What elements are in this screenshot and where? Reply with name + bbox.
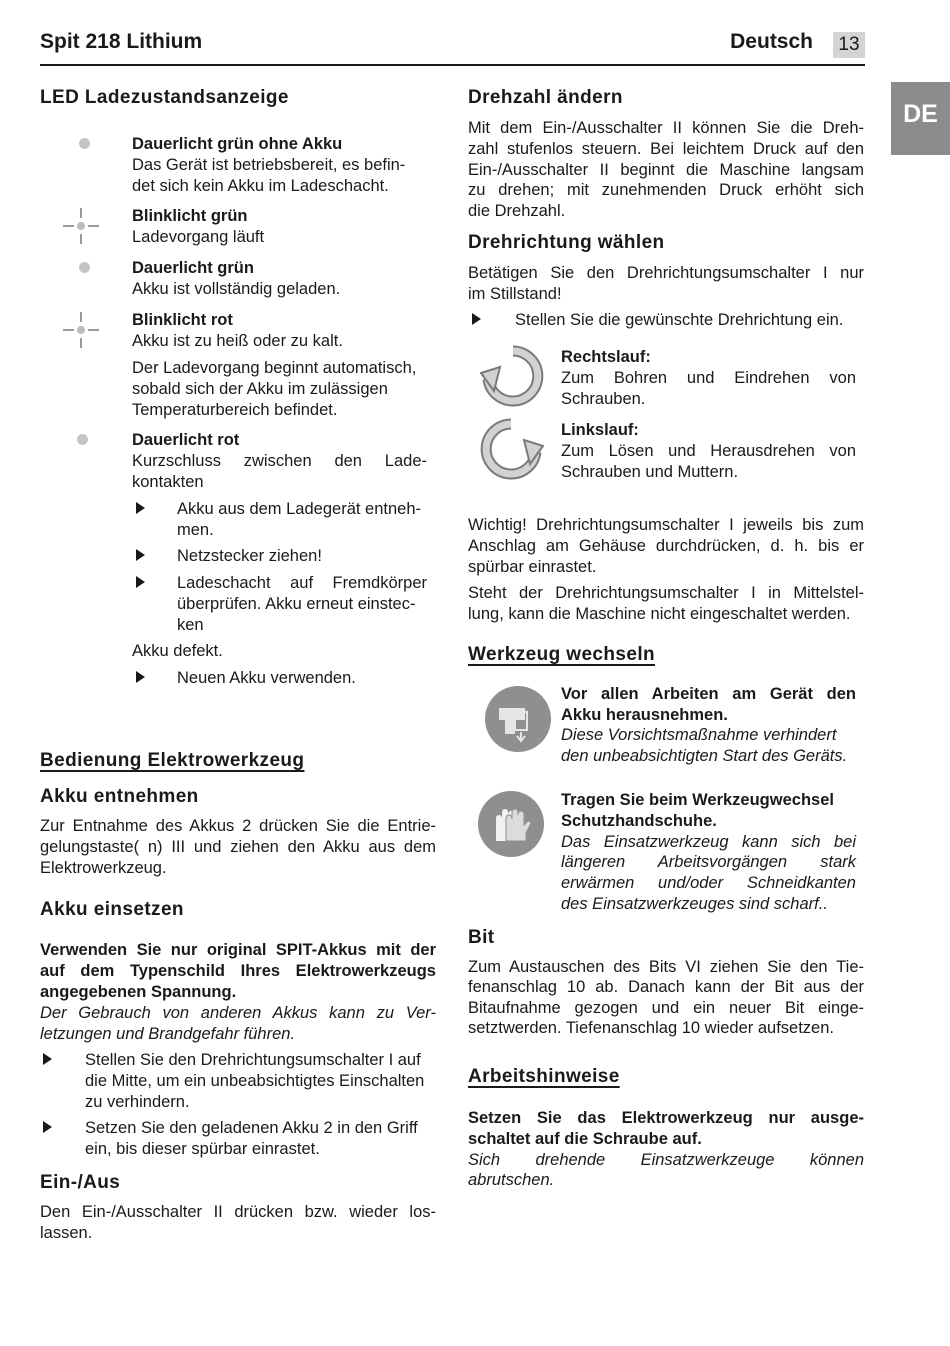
language-tab: DE	[891, 82, 950, 155]
mittelstellung-text: lung, kann die Maschine nicht eingeschaltet werden.	[468, 605, 851, 623]
handschuhe-note: längeren Arbeitsvorgängen stark	[561, 853, 856, 871]
bullet-arrow-icon	[43, 1053, 52, 1065]
led1-text: det sich kein Akku im Ladeschacht.	[132, 177, 389, 195]
led-blink-icon	[63, 312, 99, 348]
led5-step: Netzstecker ziehen!	[177, 547, 322, 565]
akku-einsetzen-heading: Akku einsetzen	[40, 899, 184, 920]
wichtig-text: Anschlag am Gehäuse durchdrücken, d. h. bis er	[468, 537, 864, 555]
akku-einsetzen-note: Der Gebrauch von anderen Akkus kann zu Ver-	[40, 1004, 436, 1022]
bit-text: setztwerden. Tiefenanschlag 10 wieder aufsetzen.	[468, 1019, 834, 1037]
led5-title: Dauerlicht rot	[132, 431, 240, 449]
led4-text: Der Ladevorgang beginnt automatisch,	[132, 359, 417, 377]
led4-text: Temperaturbereich befindet.	[132, 401, 338, 419]
akku-entnehmen-text: gelungstaste( n) III und ziehen den Akku aus dem	[40, 838, 436, 856]
linkslauf-title: Linkslauf:	[561, 421, 639, 439]
counterclockwise-rotation-icon	[478, 418, 544, 480]
linkslauf-text: Schrauben und Muttern.	[561, 463, 739, 481]
language-label: Deutsch	[730, 30, 813, 53]
led-heading: LED Ladezustandsanzeige	[40, 87, 289, 108]
bedienung-heading: Bedienung Elektrowerkzeug	[40, 750, 305, 771]
mittelstellung-text: Steht der Drehrichtungsumschalter I in Mittelstel-	[468, 584, 864, 602]
page-header	[40, 30, 865, 66]
led1-text: Das Gerät ist betriebsbereit, es befin-	[132, 156, 406, 174]
akku-entnehmen-heading: Akku entnehmen	[40, 786, 199, 807]
wichtig-text: spürbar einrastet.	[468, 558, 597, 576]
led-blink-icon	[63, 208, 99, 244]
document-title: Spit 218 Lithium	[40, 30, 203, 53]
led5-text: Kurzschluss zwischen den Lade-	[132, 452, 427, 470]
drehzahl-text: zu drehen; mit zunehmenden Druck erhöht sich	[468, 181, 864, 199]
bit-heading: Bit	[468, 927, 495, 948]
remove-battery-icon	[485, 686, 551, 752]
led3-text: Akku ist vollständig geladen.	[132, 280, 341, 298]
drehzahl-text: die Drehzahl.	[468, 202, 566, 220]
page-number: 13	[833, 32, 865, 58]
led3-title: Dauerlicht grün	[132, 259, 254, 277]
handschuhe-warning: Schutzhandschuhe.	[561, 812, 717, 830]
akku-einsetzen-step: ein, bis dieser spürbar einrastet.	[85, 1140, 320, 1158]
ein-aus-text: lassen.	[40, 1224, 93, 1242]
arbeitshinweise-note: Sich drehende Einsatzwerkzeuge können	[468, 1151, 864, 1169]
arbeitshinweise-note: abrutschen.	[468, 1171, 555, 1189]
handschuhe-warning: Tragen Sie beim Werkzeugwechsel	[561, 791, 834, 809]
akku-einsetzen-step: zu verhindern.	[85, 1093, 190, 1111]
led5-step: Ladeschacht auf Fremdkörper	[177, 574, 427, 592]
rechtslauf-text: Schrauben.	[561, 390, 646, 408]
led-steady-icon	[77, 434, 88, 445]
drehrichtung-text: im Stillstand!	[468, 285, 562, 303]
clockwise-rotation-icon	[480, 345, 546, 407]
led1-title: Dauerlicht grün ohne Akku	[132, 135, 343, 153]
akku-einsetzen-step: Stellen Sie den Drehrichtungsumschalter I auf	[85, 1051, 421, 1069]
wichtig-text: Wichtig! Drehrichtungsumschalter I jeweils bis zum	[468, 516, 864, 534]
bullet-arrow-icon	[136, 549, 145, 561]
led5-step: überprüfen. Akku erneut einstec-	[177, 595, 416, 613]
rechtslauf-text: Zum Bohren und Eindrehen von	[561, 369, 856, 387]
drehzahl-text: Ein-/Ausschalter II beginnt die Maschine langsam	[468, 161, 864, 179]
led2-text: Ladevorgang läuft	[132, 228, 265, 246]
linkslauf-text: Zum Lösen und Herausdrehen von	[561, 442, 856, 460]
handschuhe-note: des Einsatzwerkzeuges sind scharf..	[561, 895, 828, 913]
led-steady-icon	[79, 262, 90, 273]
handschuhe-note: Das Einsatzwerkzeug kann sich bei	[561, 833, 856, 851]
arbeitshinweise-warning: Setzen Sie das Elektrowerkzeug nur ausge-	[468, 1109, 864, 1127]
led5-step: men.	[177, 521, 214, 539]
akku-einsetzen-note: letzungen und Brandgefahr führen.	[40, 1025, 296, 1043]
bullet-arrow-icon	[136, 671, 145, 683]
led5-step: Akku aus dem Ladegerät entneh-	[177, 500, 421, 518]
drehrichtung-text: Betätigen Sie den Drehrichtungsumschalter I nur	[468, 264, 864, 282]
led5-step: Neuen Akku verwenden.	[177, 669, 356, 687]
arbeitshinweise-heading: Arbeitshinweise	[468, 1066, 620, 1087]
bullet-arrow-icon	[136, 576, 145, 588]
akku-entnehmen-text: Zur Entnahme des Akkus 2 drücken Sie die Entrie-	[40, 817, 436, 835]
bit-text: Bitaufnahme gezogen und ein neuer Bit einge-	[468, 999, 864, 1017]
drehzahl-heading: Drehzahl ändern	[468, 87, 623, 108]
akku-einsetzen-warning: Verwenden Sie nur original SPIT-Akkus mit der	[40, 941, 436, 959]
drehzahl-text: Mit dem Ein-/Ausschalter II können Sie die Dreh-	[468, 119, 864, 137]
drehrichtung-step: Stellen Sie die gewünschte Drehrichtung ein.	[515, 311, 844, 329]
akku-defekt-text: Akku defekt.	[132, 642, 223, 660]
gloves-icon	[478, 791, 544, 857]
bullet-arrow-icon	[136, 502, 145, 514]
led4-text: Akku ist zu heiß oder zu kalt.	[132, 332, 343, 350]
led5-step: ken	[177, 616, 204, 634]
led-steady-icon	[79, 138, 90, 149]
akku-einsetzen-warning: auf dem Typenschild Ihres Elektrowerkzeugs	[40, 962, 436, 980]
bullet-arrow-icon	[472, 313, 481, 325]
rechtslauf-title: Rechtslauf:	[561, 348, 651, 366]
werkzeug-note: Diese Vorsichtsmaßnahme verhindert	[561, 726, 837, 744]
werkzeug-wechseln-heading: Werkzeug wechseln	[468, 644, 656, 665]
handschuhe-note: erwärmen und/oder Schneidkanten	[561, 874, 856, 892]
bullet-arrow-icon	[43, 1121, 52, 1133]
werkzeug-note: den unbeabsichtigten Start des Geräts.	[561, 747, 848, 765]
drehrichtung-heading: Drehrichtung wählen	[468, 232, 665, 253]
led5-text: kontakten	[132, 473, 204, 491]
werkzeug-warning: Akku herausnehmen.	[561, 706, 728, 724]
arbeitshinweise-warning: schaltet auf die Schraube auf.	[468, 1130, 702, 1148]
akku-einsetzen-step: Setzen Sie den geladenen Akku 2 in den Griff	[85, 1119, 418, 1137]
led2-title: Blinklicht grün	[132, 207, 248, 225]
werkzeug-warning: Vor allen Arbeiten am Gerät den	[561, 685, 856, 703]
akku-einsetzen-warning: angegebenen Spannung.	[40, 983, 237, 1001]
bit-text: Zum Austauschen des Bits VI ziehen Sie den Tie-	[468, 958, 864, 976]
drehzahl-text: zahl stufenlos steuern. Bei leichtem Druck auf den	[468, 140, 864, 158]
led4-title: Blinklicht rot	[132, 311, 233, 329]
akku-entnehmen-text: Elektrowerkzeug.	[40, 859, 167, 877]
led4-text: sobald sich der Akku im zulässigen	[132, 380, 388, 398]
ein-aus-heading: Ein-/Aus	[40, 1172, 121, 1193]
bit-text: fenanschlag 10 ab. Danach kann der Bit aus der	[468, 978, 864, 996]
akku-einsetzen-step: die Mitte, um ein unbeabsichtigtes Einschalten	[85, 1072, 425, 1090]
ein-aus-text: Den Ein-/Ausschalter II drücken bzw. wieder los-	[40, 1203, 436, 1221]
